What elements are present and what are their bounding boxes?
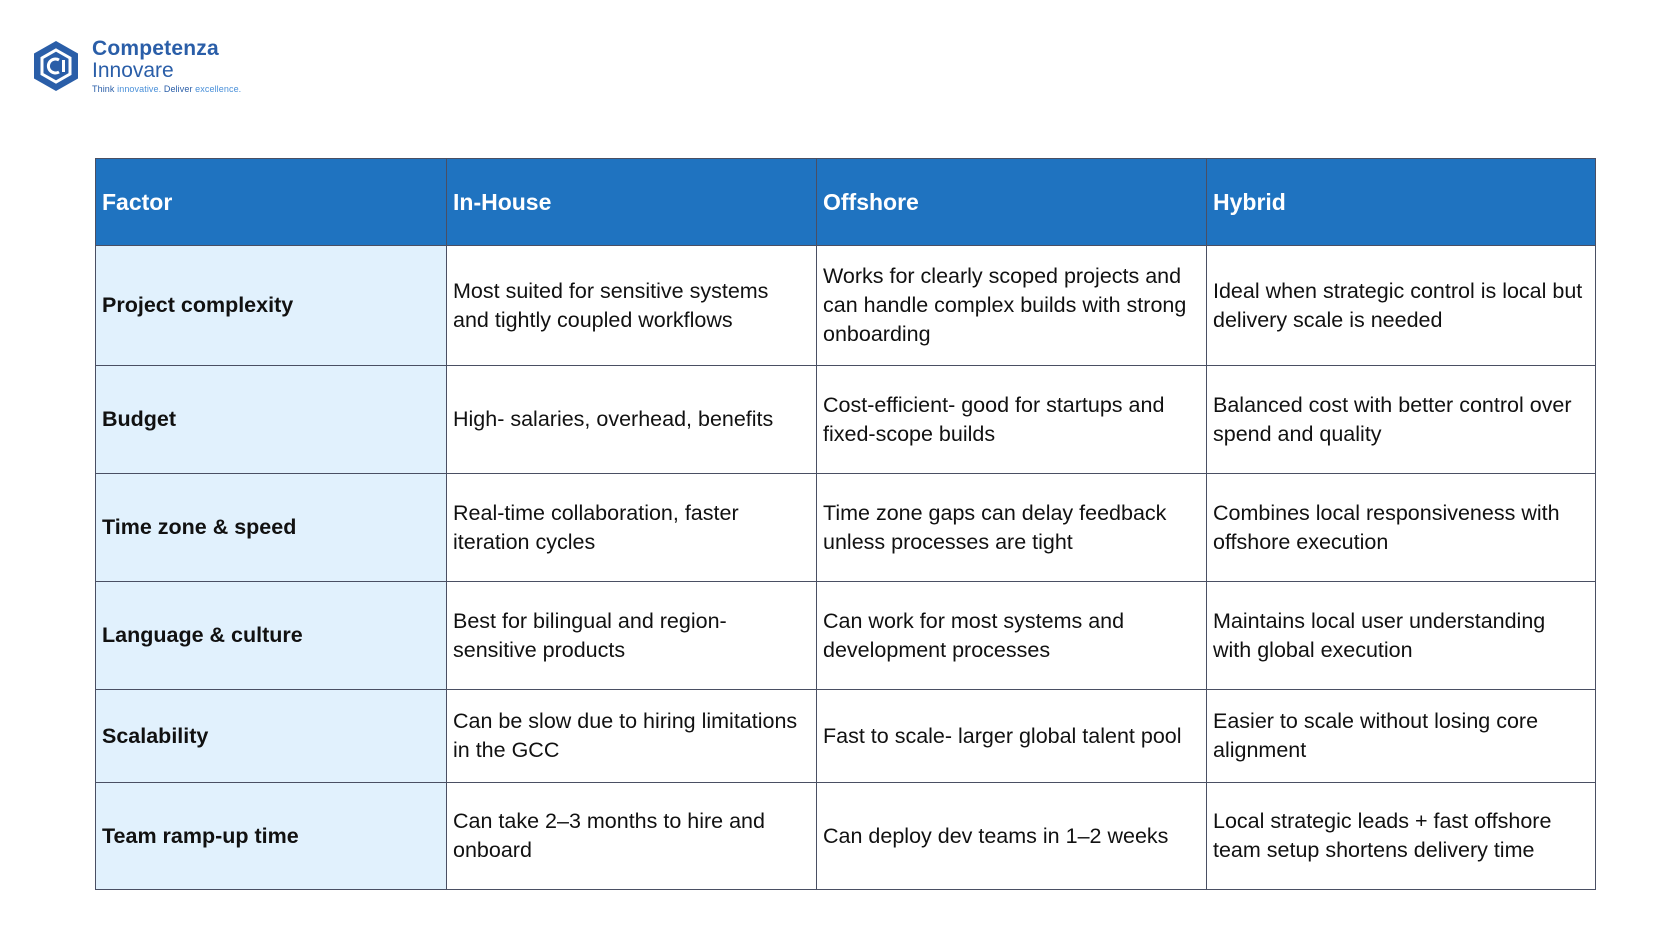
comparison-table	[95, 158, 1596, 890]
header-in-house: In-House	[447, 159, 817, 246]
table-row	[96, 582, 1596, 690]
hybrid-cell: Combines local responsiveness with offshore execution	[1207, 474, 1596, 582]
table-header-row	[96, 159, 1596, 246]
comparison-table-wrapper	[95, 158, 1595, 890]
table-row	[96, 474, 1596, 582]
factor-cell: Budget	[96, 366, 447, 474]
hybrid-cell: Easier to scale without losing core alignment	[1207, 690, 1596, 783]
hybrid-cell: Maintains local user understanding with global execution	[1207, 582, 1596, 690]
hybrid-cell: Balanced cost with better control over spend and quality	[1207, 366, 1596, 474]
hexagon-logo-icon	[28, 38, 84, 94]
header-factor: Factor	[96, 159, 447, 246]
factor-cell: Language & culture	[96, 582, 447, 690]
offshore-cell: Works for clearly scoped projects and can handle complex builds with strong onboarding	[817, 246, 1207, 366]
offshore-cell: Cost-efficient- good for startups and fixed-scope builds	[817, 366, 1207, 474]
logo-tagline: Think innovative. Deliver excellence.	[92, 84, 242, 94]
offshore-cell: Can deploy dev teams in 1–2 weeks	[817, 783, 1207, 890]
offshore-cell: Time zone gaps can delay feedback unless processes are tight	[817, 474, 1207, 582]
company-logo	[28, 38, 241, 94]
logo-wordmark	[92, 38, 241, 94]
logo-name-line1: Competenza	[92, 37, 219, 60]
table-row	[96, 783, 1596, 890]
factor-cell: Team ramp-up time	[96, 783, 447, 890]
in-house-cell: High- salaries, overhead, benefits	[447, 366, 817, 474]
in-house-cell: Can take 2–3 months to hire and onboard	[447, 783, 817, 890]
offshore-cell: Can work for most systems and development processes	[817, 582, 1207, 690]
in-house-cell: Best for bilingual and region-sensitive products	[447, 582, 817, 690]
in-house-cell: Real-time collaboration, faster iteration cycles	[447, 474, 817, 582]
factor-cell: Scalability	[96, 690, 447, 783]
header-offshore: Offshore	[817, 159, 1207, 246]
in-house-cell: Can be slow due to hiring limitations in the GCC	[447, 690, 817, 783]
in-house-cell: Most suited for sensitive systems and tightly coupled workflows	[447, 246, 817, 366]
offshore-cell: Fast to scale- larger global talent pool	[817, 690, 1207, 783]
factor-cell: Project complexity	[96, 246, 447, 366]
table-row	[96, 366, 1596, 474]
header-hybrid: Hybrid	[1207, 159, 1596, 246]
hybrid-cell: Ideal when strategic control is local but delivery scale is needed	[1207, 246, 1596, 366]
hybrid-cell: Local strategic leads + fast offshore team setup shortens delivery time	[1207, 783, 1596, 890]
factor-cell: Time zone & speed	[96, 474, 447, 582]
logo-name-line2: Innovare	[92, 59, 174, 82]
table-row	[96, 246, 1596, 366]
table-row	[96, 690, 1596, 783]
